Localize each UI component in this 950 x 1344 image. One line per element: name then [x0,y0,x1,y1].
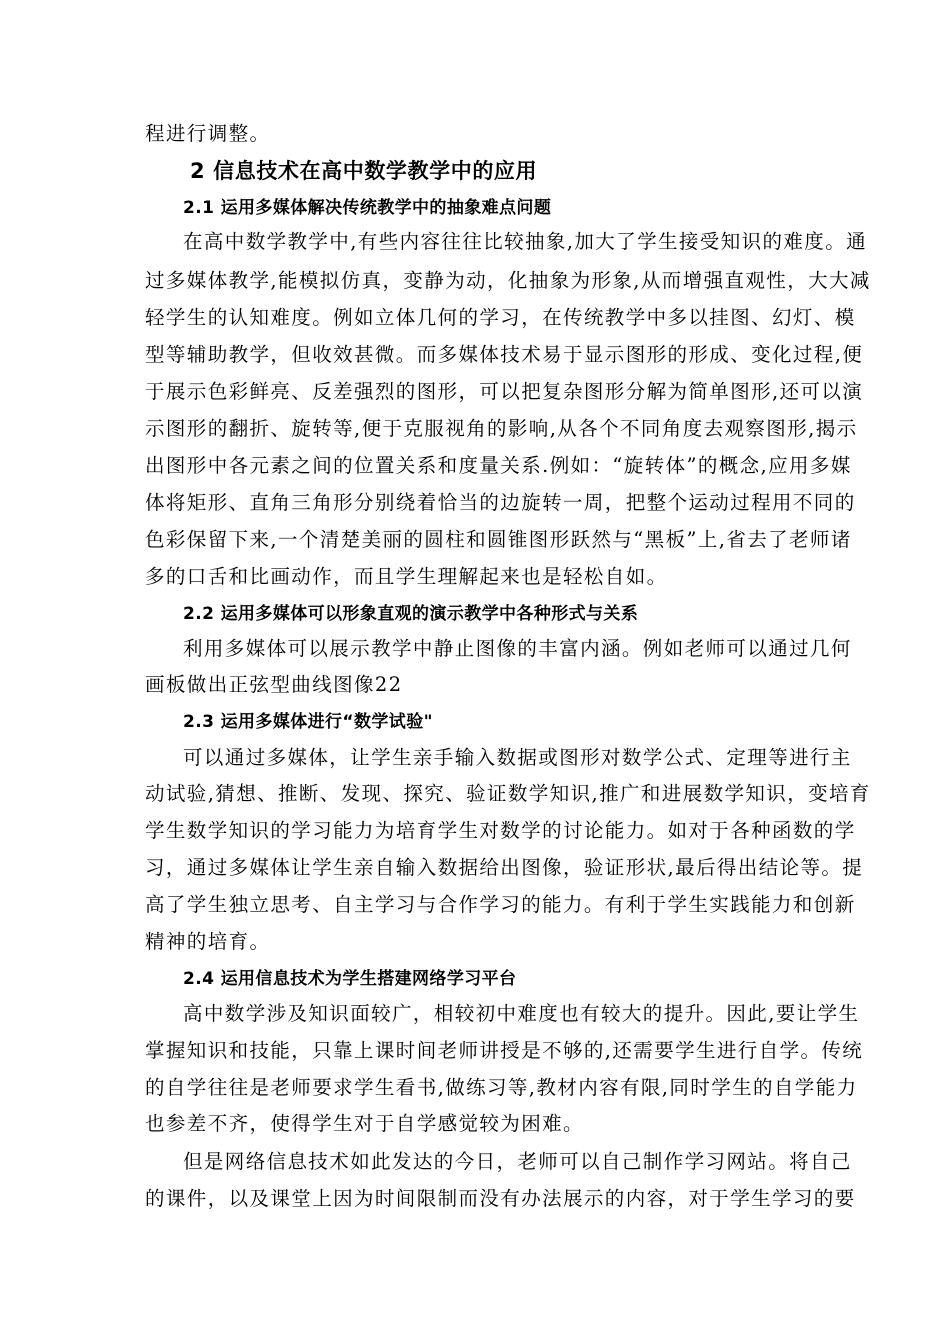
subsection-heading: 2.4 运用信息技术为学生搭建网络学习平台 [183,969,517,989]
paragraph-line: 出图形中各元素之间的位置关系和度量关系.例如：“旋转体”的概念,应用多媒 [145,454,852,477]
paragraph-line: 习，通过多媒体让学生亲自输入数据给出图像，验证形状,最后得出结论等。提 [145,856,864,879]
paragraph-line: 精神的培育。 [145,930,271,953]
paragraph-line: 程进行调整。 [145,122,271,145]
paragraph-line: 体将矩形、直角三角形分别绕着恰当的边旋转一周，把整个运动过程用不同的 [145,491,856,514]
paragraph-line: 但是网络信息技术如此发达的今日，老师可以自己制作学习网站。将自己 [183,1150,852,1173]
paragraph-line: 多的口舌和比画动作，而且学生理解起来也是轻松自如。 [145,565,668,588]
paragraph-line: 色彩保留下来,一个清楚美丽的圆柱和圆锥图形跃然与“黑板”上,省去了老师诸 [145,528,852,551]
subsection-heading: 2.2 运用多媒体可以形象直观的演示教学中各种形式与关系 [183,604,639,624]
paragraph-line: 过多媒体教学,能模拟仿真，变静为动，化抽象为形象,从而增强直观性，大大减 [145,269,871,292]
paragraph-line: 示图形的翻折、旋转等,便于克服视角的影响,从各个不同角度去观察图形,揭示 [145,417,858,440]
paragraph-line: 画板做出正弦型曲线图像22 [145,673,403,696]
paragraph-line: 动试验,猜想、推断、发现、探究、验证数学知识,推广和进展数学知识，变培育 [145,782,871,805]
paragraph-line: 利用多媒体可以展示教学中静止图像的丰富内涵。例如老师可以通过几何 [183,637,852,660]
paragraph-line: 也参差不齐，使得学生对于自学感觉较为困难。 [145,1112,584,1135]
paragraph-line: 可以通过多媒体，让学生亲手输入数据或图形对数学公式、定理等进行主 [183,746,852,769]
paragraph-line: 于展示色彩鲜亮、反差强烈的图形，可以把复杂图形分解为简单图形,还可以演 [145,380,864,403]
subsection-heading: 2.3 运用多媒体进行“数学试验" [183,712,433,732]
paragraph-line: 轻学生的认知难度。例如立体几何的学习，在传统教学中多以挂图、幻灯、模 [145,306,856,329]
paragraph-line: 学生数学知识的学习能力为培育学生对数学的讨论能力。如对于各种函数的学 [145,819,856,842]
subsection-heading: 2.1 运用多媒体解决传统教学中的抽象难点问题 [183,198,552,218]
paragraph-line: 型等辅助教学，但收效甚微。而多媒体技术易于显示图形的形成、变化过程,便 [145,343,864,366]
paragraph-line: 的课件，以及课堂上因为时间限制而没有办法展示的内容，对于学生学习的要 [145,1187,856,1210]
paragraph-line: 的自学往往是老师要求学生看书,做练习等,教材内容有限,同时学生的自学能力 [145,1076,858,1099]
paragraph-line: 掌握知识和技能，只靠上课时间老师讲授是不够的,还需要学生进行自学。传统 [145,1039,864,1062]
section-heading: 2 信息技术在高中数学教学中的应用 [190,159,538,183]
paragraph-line: 高中数学涉及知识面较广，相较初中难度也有较大的提升。因此,要让学生 [183,1002,860,1025]
paragraph-line: 在高中数学教学中,有些内容往往比较抽象,加大了学生接受知识的难度。通 [183,230,867,253]
paragraph-line: 高了学生独立思考、自主学习与合作学习的能力。有利于学生实践能力和创新 [145,893,856,916]
